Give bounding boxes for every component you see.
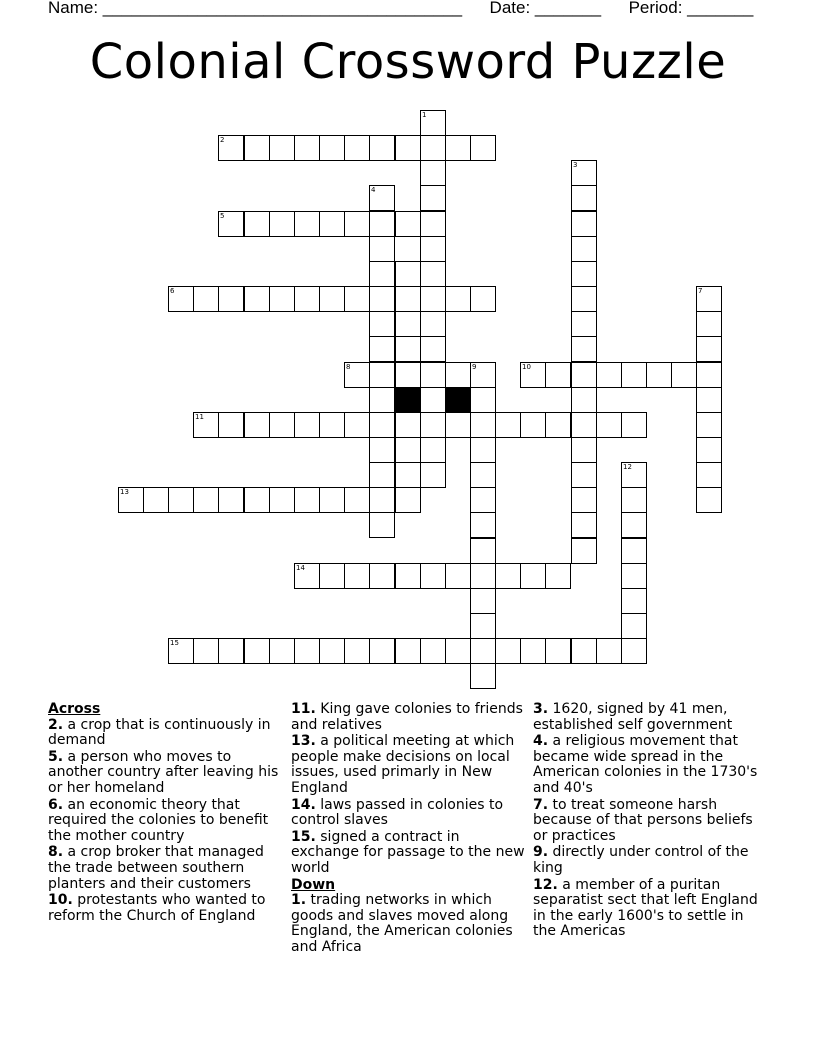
period-field-label: Period: _______ [628, 0, 754, 17]
grid-cell[interactable] [369, 462, 395, 488]
clue-number: 7. [533, 796, 549, 813]
grid-cell[interactable] [420, 261, 446, 287]
grid-cell[interactable] [269, 412, 295, 438]
grid-cell[interactable] [395, 638, 421, 664]
clue-down [291, 893, 527, 955]
grid-cell[interactable] [696, 387, 722, 413]
grid-cell[interactable] [395, 462, 421, 488]
clue-text: to treat someone harsh because of that persons beliefs or practices [533, 796, 753, 844]
grid-cell[interactable] [696, 336, 722, 362]
grid-cell[interactable] [369, 135, 395, 161]
grid-cell[interactable] [520, 412, 546, 438]
clues-column-2 [291, 702, 527, 957]
grid-cell[interactable] [168, 487, 194, 513]
grid-cell[interactable] [470, 387, 496, 413]
grid-cell[interactable] [470, 588, 496, 614]
grid-cell[interactable] [319, 563, 345, 589]
grid-cell[interactable] [193, 286, 219, 312]
grid-cell[interactable] [395, 135, 421, 161]
grid-cell[interactable] [520, 563, 546, 589]
clue-number: 13. [291, 733, 316, 750]
grid-cell[interactable] [495, 563, 521, 589]
grid-cell[interactable] [420, 135, 446, 161]
grid-cell[interactable] [445, 135, 471, 161]
clue-number-label: 1 [422, 111, 427, 119]
clue-number: 10. [48, 892, 73, 909]
grid-cell[interactable] [470, 462, 496, 488]
grid-cell[interactable] [294, 211, 320, 237]
grid-cell[interactable] [369, 437, 395, 463]
clue-across [48, 718, 284, 749]
clue-number-label: 12 [623, 463, 632, 471]
grid-cell[interactable] [294, 638, 320, 664]
grid-cell[interactable] [244, 412, 270, 438]
grid-cell[interactable] [445, 412, 471, 438]
grid-cell[interactable] [294, 286, 320, 312]
grid-cell[interactable] [571, 261, 597, 287]
clue-number-label: 6 [170, 287, 175, 295]
grid-cell[interactable] [369, 286, 395, 312]
clue-number-label: 4 [371, 186, 376, 194]
clue-text: King gave colonies to friends and relatives [291, 701, 523, 733]
grid-cell[interactable] [420, 563, 446, 589]
grid-cell[interactable] [621, 538, 647, 564]
grid-cell[interactable] [244, 135, 270, 161]
grid-cell[interactable] [420, 387, 446, 413]
grid-cell[interactable] [395, 261, 421, 287]
grid-cell[interactable] [319, 412, 345, 438]
grid-cell[interactable] [420, 462, 446, 488]
grid-cell[interactable] [369, 211, 395, 237]
grid-cell[interactable] [571, 512, 597, 538]
clue-text: signed a contract in exchange for passage to the new world [291, 828, 525, 876]
clue-number-label: 7 [698, 287, 703, 295]
grid-cell[interactable] [395, 487, 421, 513]
clue-number-label: 13 [120, 488, 129, 496]
clue-number: 6. [48, 796, 64, 813]
grid-cell[interactable] [369, 638, 395, 664]
grid-cell[interactable] [445, 286, 471, 312]
grid-cell[interactable] [395, 362, 421, 388]
grid-cell[interactable] [596, 412, 622, 438]
grid-cell[interactable] [696, 311, 722, 337]
grid-cell[interactable] [420, 362, 446, 388]
grid-cell[interactable] [369, 563, 395, 589]
clue-number: 4. [533, 733, 549, 750]
grid-cell[interactable] [696, 437, 722, 463]
clue-text: laws passed in colonies to control slaves [291, 796, 504, 829]
grid-cell[interactable] [344, 412, 370, 438]
grid-cell[interactable] [571, 462, 597, 488]
grid-cell[interactable] [344, 638, 370, 664]
grid-cell[interactable] [369, 236, 395, 262]
grid-cell[interactable] [696, 487, 722, 513]
grid-cell[interactable] [168, 638, 194, 664]
grid-cell[interactable] [193, 412, 219, 438]
grid-cell[interactable] [143, 487, 169, 513]
clue-text: a crop broker that managed the trade between southern planters and their customers [48, 844, 264, 892]
down-heading: Down [291, 876, 336, 893]
grid-cell[interactable] [470, 437, 496, 463]
clue-number-label: 14 [296, 564, 305, 572]
clue-across [48, 845, 284, 892]
clue-number: 5. [48, 748, 64, 765]
grid-cell[interactable] [319, 487, 345, 513]
grid-cell[interactable] [269, 286, 295, 312]
clue-number-label: 9 [472, 363, 477, 371]
clue-number-label: 3 [573, 161, 578, 169]
grid-cell[interactable] [621, 412, 647, 438]
clue-number-label: 15 [170, 639, 179, 647]
clue-text: a political meeting at which people make decisions on local issues, used primarly in New England [291, 733, 515, 796]
grid-cell[interactable] [344, 286, 370, 312]
grid-cell[interactable] [420, 286, 446, 312]
grid-cell[interactable] [696, 412, 722, 438]
grid-cell[interactable] [395, 311, 421, 337]
grid-cell[interactable] [218, 638, 244, 664]
clue-down [533, 845, 769, 876]
grid-cell[interactable] [193, 638, 219, 664]
clue-down [533, 734, 769, 796]
grid-cell[interactable] [218, 211, 244, 237]
page-title: Colonial Crossword Puzzle [89, 34, 727, 90]
grid-cell[interactable] [395, 286, 421, 312]
clue-down [533, 798, 769, 845]
clue-text: a member of a puritan separatist sect that left England in the early 1600's to settle in the Americas [533, 876, 758, 940]
grid-cell[interactable] [571, 387, 597, 413]
grid-cell[interactable] [545, 412, 571, 438]
grid-cell[interactable] [470, 286, 496, 312]
grid-cell[interactable] [545, 563, 571, 589]
grid-cell[interactable] [244, 211, 270, 237]
grid-cell[interactable] [218, 412, 244, 438]
grid-cell[interactable] [571, 286, 597, 312]
clue-across [291, 830, 527, 877]
grid-cell[interactable] [470, 663, 496, 689]
black-cell [445, 387, 471, 413]
grid-cell[interactable] [621, 563, 647, 589]
clue-number: 9. [533, 844, 549, 861]
grid-cell[interactable] [369, 336, 395, 362]
clue-across [48, 750, 284, 797]
clue-across [48, 893, 284, 924]
grid-cell[interactable] [420, 160, 446, 186]
clue-text: trading networks in which goods and slaves moved along England, the American colonies and Africa [291, 892, 513, 955]
grid-cell[interactable] [571, 336, 597, 362]
grid-cell[interactable] [545, 638, 571, 664]
grid-cell[interactable] [495, 412, 521, 438]
grid-cell[interactable] [571, 538, 597, 564]
clue-text: protestants who wanted to reform the Church of England [48, 892, 266, 924]
grid-cell[interactable] [369, 412, 395, 438]
clue-text: an economic theory that required the colonies to benefit the mother country [48, 796, 269, 844]
grid-cell[interactable] [621, 487, 647, 513]
clue-number: 14. [291, 796, 316, 813]
clue-number-label: 8 [346, 363, 351, 371]
grid-cell[interactable] [344, 487, 370, 513]
grid-cell[interactable] [420, 412, 446, 438]
clue-number-label: 11 [195, 413, 204, 421]
grid-cell[interactable] [571, 362, 597, 388]
grid-cell[interactable] [596, 638, 622, 664]
grid-cell[interactable] [571, 437, 597, 463]
grid-cell[interactable] [294, 135, 320, 161]
clue-number: 8. [48, 844, 64, 861]
grid-cell[interactable] [395, 563, 421, 589]
clue-number: 1. [291, 892, 307, 909]
clue-number-label: 10 [522, 363, 531, 371]
grid-cell[interactable] [244, 487, 270, 513]
grid-cell[interactable] [470, 487, 496, 513]
clue-number: 12. [533, 876, 558, 893]
grid-cell[interactable] [420, 110, 446, 136]
grid-cell[interactable] [395, 211, 421, 237]
grid-cell[interactable] [571, 487, 597, 513]
clue-number: 2. [48, 716, 64, 733]
grid-cell[interactable] [470, 362, 496, 388]
clue-number-label: 2 [220, 136, 225, 144]
grid-cell[interactable] [470, 638, 496, 664]
grid-cell[interactable] [420, 211, 446, 237]
grid-cell[interactable] [621, 638, 647, 664]
grid-cell[interactable] [395, 336, 421, 362]
grid-cell[interactable] [445, 362, 471, 388]
grid-cell[interactable] [369, 185, 395, 211]
date-field-label: Date: _______ [489, 0, 602, 17]
across-heading: Across [48, 701, 101, 717]
grid-cell[interactable] [420, 185, 446, 211]
grid-cell[interactable] [344, 135, 370, 161]
grid-cell[interactable] [294, 487, 320, 513]
grid-cell[interactable] [344, 211, 370, 237]
grid-cell[interactable] [470, 563, 496, 589]
grid-cell[interactable] [369, 512, 395, 538]
grid-cell[interactable] [395, 437, 421, 463]
grid-cell[interactable] [420, 311, 446, 337]
grid-cell[interactable] [470, 538, 496, 564]
grid-cell[interactable] [369, 487, 395, 513]
clue-across [291, 734, 527, 796]
grid-cell[interactable] [218, 286, 244, 312]
black-cell [395, 387, 421, 413]
grid-cell[interactable] [319, 286, 345, 312]
grid-cell[interactable] [470, 512, 496, 538]
grid-cell[interactable] [369, 261, 395, 287]
grid-cell[interactable] [168, 286, 194, 312]
grid-cell[interactable] [621, 588, 647, 614]
grid-cell[interactable] [571, 638, 597, 664]
grid-cell[interactable] [269, 135, 295, 161]
clue-number: 3. [533, 701, 549, 717]
grid-cell[interactable] [520, 638, 546, 664]
clue-down [533, 878, 769, 940]
clue-text: a crop that is continuously in demand [48, 716, 271, 749]
clue-down [533, 702, 769, 733]
grid-cell[interactable] [696, 286, 722, 312]
grid-cell[interactable] [118, 487, 144, 513]
clue-text: 1620, signed by 41 men, established self government [533, 701, 733, 733]
grid-cell[interactable] [621, 613, 647, 639]
grid-cell[interactable] [244, 286, 270, 312]
grid-cell[interactable] [470, 412, 496, 438]
grid-cell[interactable] [571, 412, 597, 438]
grid-cell[interactable] [218, 135, 244, 161]
clue-number: 15. [291, 828, 316, 845]
clue-number-label: 5 [220, 212, 225, 220]
clue-across [291, 798, 527, 829]
grid-cell[interactable] [344, 563, 370, 589]
grid-cell[interactable] [671, 362, 697, 388]
grid-cell[interactable] [420, 336, 446, 362]
grid-cell[interactable] [571, 311, 597, 337]
grid-cell[interactable] [545, 362, 571, 388]
grid-cell[interactable] [470, 613, 496, 639]
grid-cell[interactable] [369, 362, 395, 388]
clue-across [48, 798, 284, 845]
grid-cell[interactable] [369, 311, 395, 337]
grid-cell[interactable] [621, 362, 647, 388]
grid-cell[interactable] [269, 638, 295, 664]
grid-cell[interactable] [420, 437, 446, 463]
grid-cell[interactable] [470, 135, 496, 161]
grid-cell[interactable] [571, 236, 597, 262]
grid-cell[interactable] [319, 135, 345, 161]
clue-text: a person who moves to another country after leaving his or her homeland [48, 748, 279, 796]
clues-column-3 [533, 702, 769, 941]
grid-cell[interactable] [445, 638, 471, 664]
grid-cell[interactable] [445, 563, 471, 589]
clue-number: 11. [291, 701, 316, 717]
grid-cell[interactable] [621, 512, 647, 538]
grid-cell[interactable] [596, 362, 622, 388]
grid-cell[interactable] [344, 362, 370, 388]
grid-cell[interactable] [294, 563, 320, 589]
grid-cell[interactable] [294, 412, 320, 438]
grid-cell[interactable] [319, 638, 345, 664]
grid-cell[interactable] [395, 412, 421, 438]
grid-cell[interactable] [420, 236, 446, 262]
grid-cell[interactable] [193, 487, 219, 513]
grid-cell[interactable] [244, 638, 270, 664]
grid-cell[interactable] [646, 362, 672, 388]
clue-across [291, 702, 527, 733]
grid-cell[interactable] [269, 487, 295, 513]
grid-cell[interactable] [420, 638, 446, 664]
grid-cell[interactable] [369, 387, 395, 413]
grid-cell[interactable] [571, 185, 597, 211]
grid-cell[interactable] [571, 211, 597, 237]
grid-cell[interactable] [696, 362, 722, 388]
grid-cell[interactable] [495, 638, 521, 664]
name-field-label: Name: ______________________________________ [48, 0, 463, 17]
clue-text: a religious movement that became wide spread in the American colonies in the 1730's and 40's [533, 733, 758, 796]
grid-cell[interactable] [319, 211, 345, 237]
grid-cell[interactable] [621, 462, 647, 488]
clue-text: directly under control of the king [533, 844, 749, 876]
grid-cell[interactable] [520, 362, 546, 388]
grid-cell[interactable] [696, 462, 722, 488]
grid-cell[interactable] [269, 211, 295, 237]
grid-cell[interactable] [218, 487, 244, 513]
grid-cell[interactable] [571, 160, 597, 186]
clues-column-1 [48, 702, 284, 925]
